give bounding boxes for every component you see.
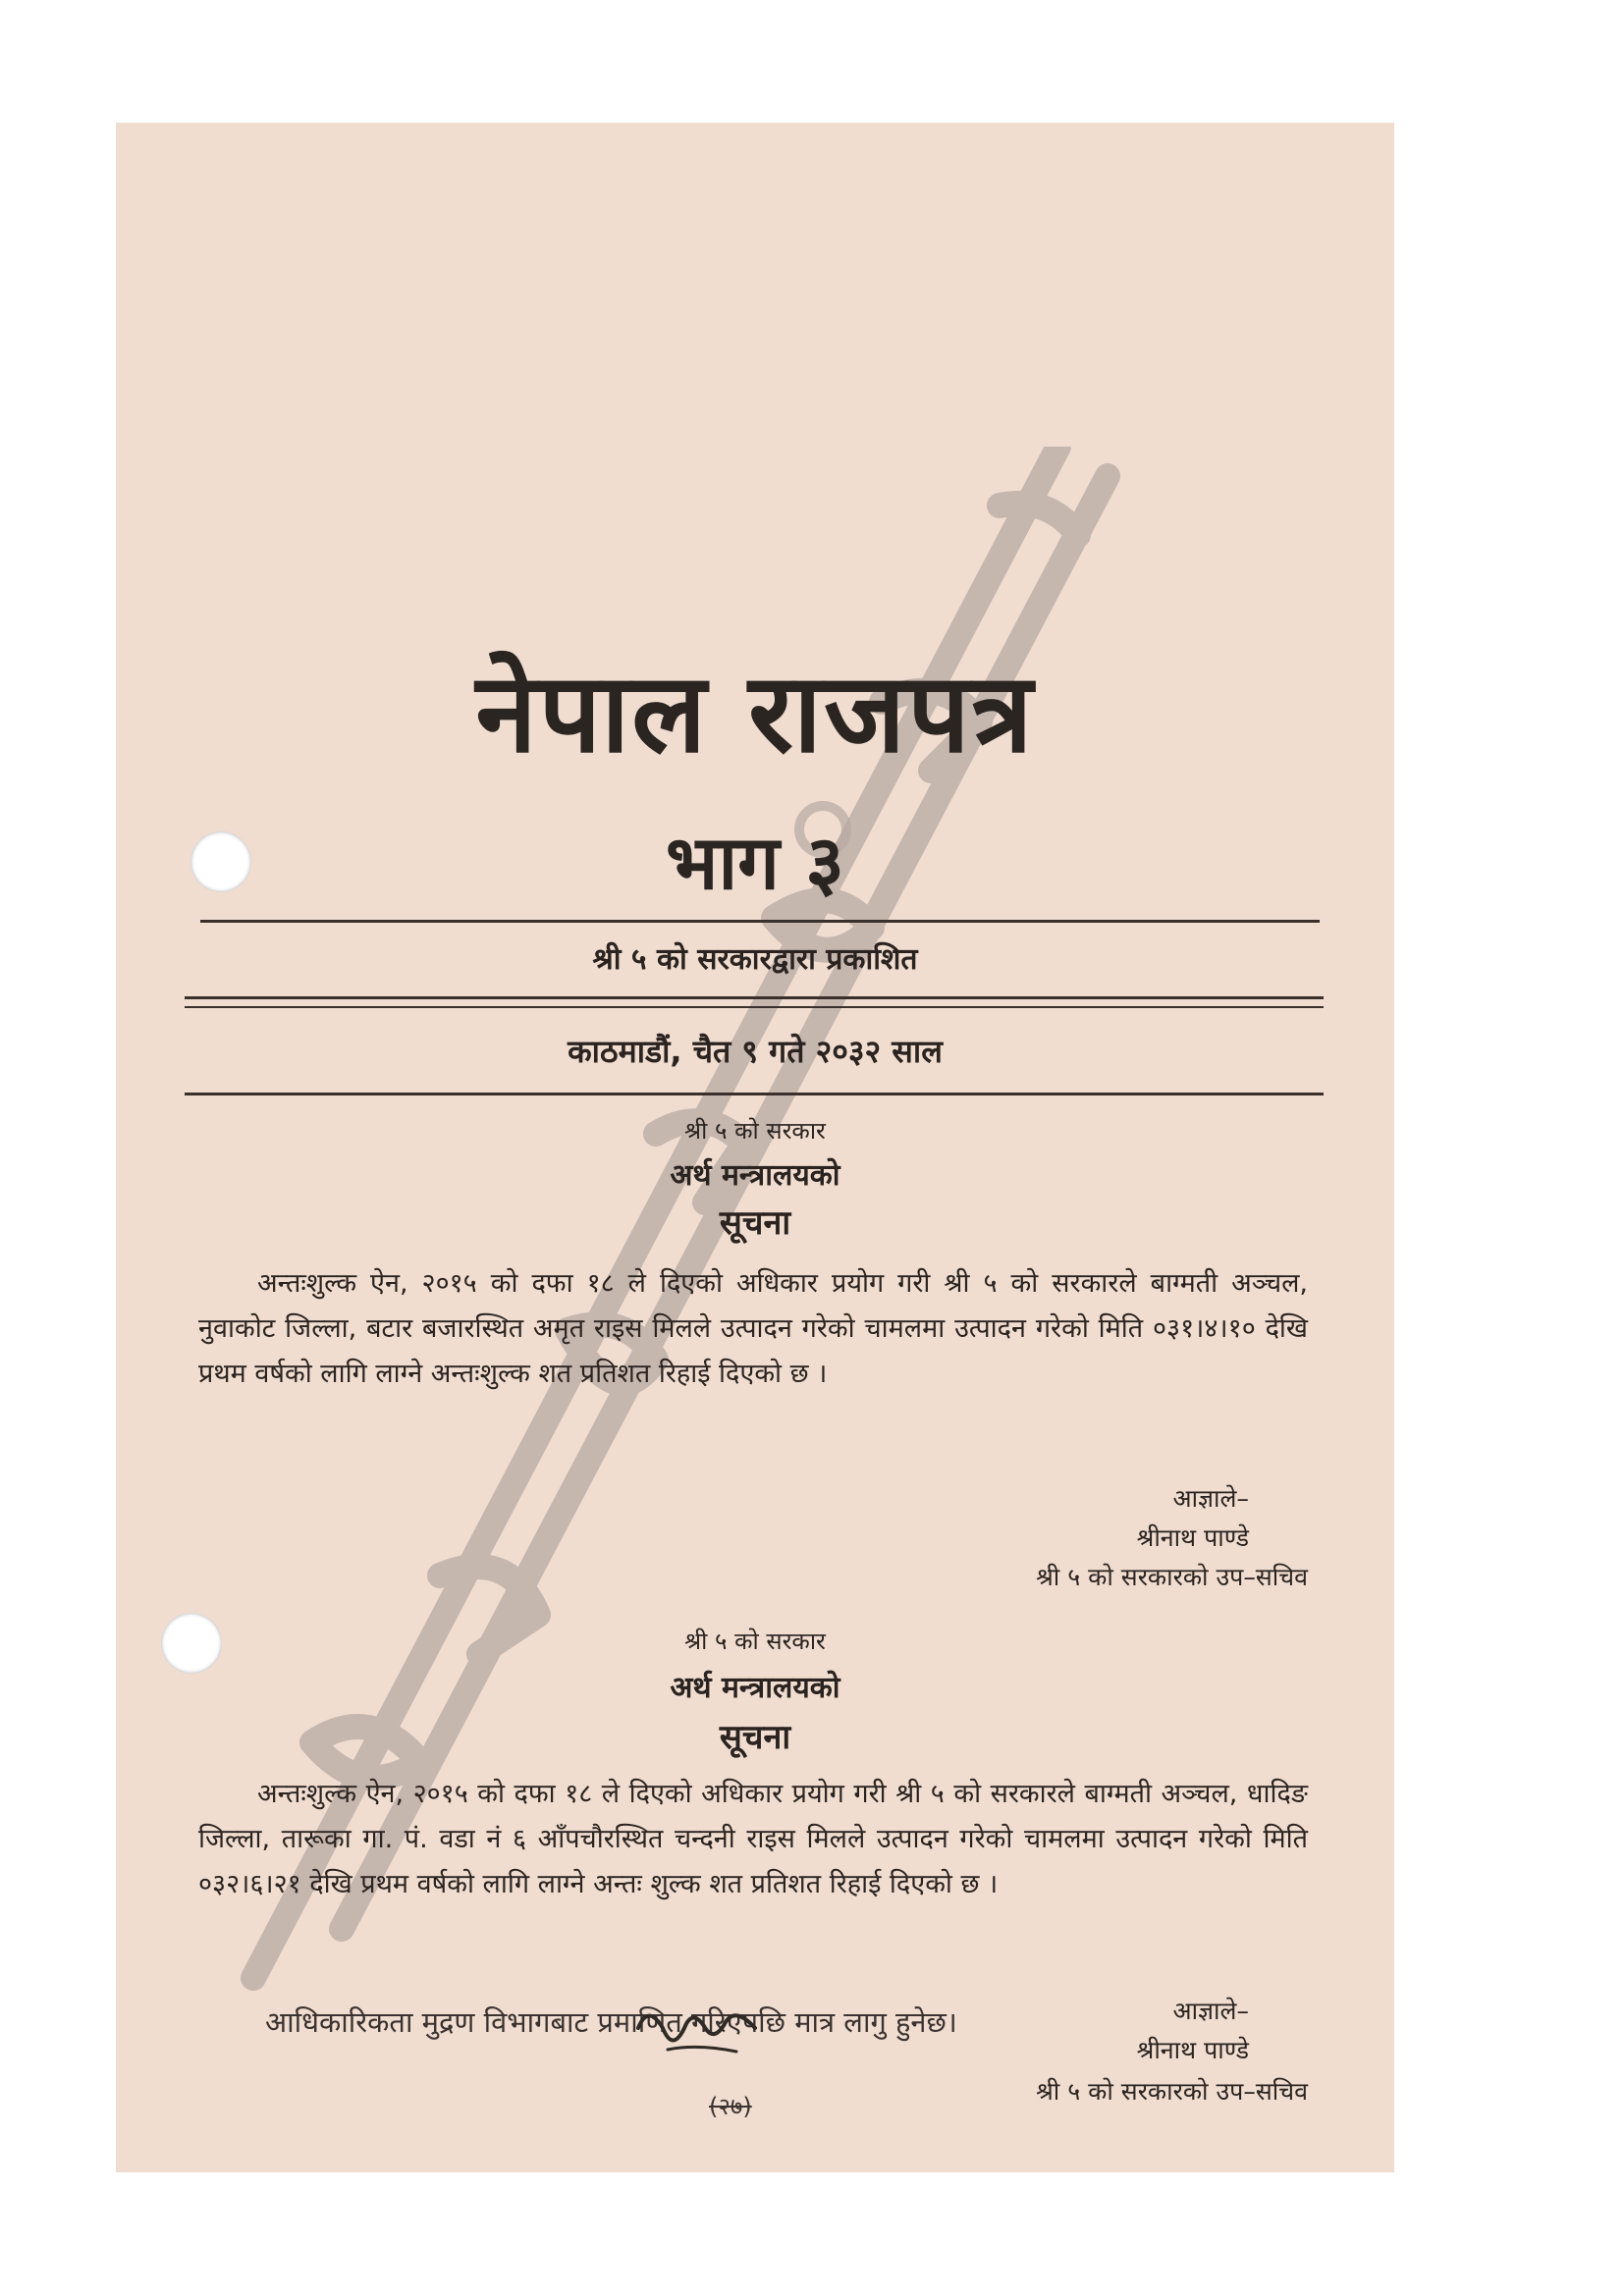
signatory-name: श्रीनाथ पाण्डे: [1136, 2036, 1249, 2064]
divider: [185, 1093, 1324, 1095]
notice-title: सूचना: [719, 1203, 791, 1243]
signatory-designation: श्री ५ को सरकारको उप–सचिव: [1036, 1563, 1308, 1591]
notice-signature: [1036, 1479, 1308, 1597]
notice-title: सूचना: [719, 1718, 791, 1757]
authenticity-note: आधिकारिकता मुद्रण विभागबाट प्रमाणित गरिएपछि मात्र लागु हुनेछ।: [265, 2005, 957, 2039]
divider: [185, 996, 1324, 999]
notice-body: अन्तःशुल्क ऐन, २०१५ को दफा १८ ले दिएको अधिकार प्रयोग गरी श्री ५ को सरकारले बाग्मती अञ्चल, नुवाकोट जिल्ला, बटार बजारस्थित अमृत राइस मिलले उत्पादन गरेको चामलमा उत्पादन गरेको मिति ०३१।४।१० देखि प्रथम वर्षको लागि लाग्ने अन्तःशुल्क शत प्रतिशत रिहाई दिएको छ ।: [198, 1268, 1308, 1389]
publisher-line: श्री ५ को सरकारद्वारा प्रकाशित: [592, 942, 918, 977]
notice-government: श्री ५ को सरकार: [684, 1117, 826, 1145]
notice-body: अन्तःशुल्क ऐन, २०१५ को दफा १८ ले दिएको अधिकार प्रयोग गरी श्री ५ को सरकारले बाग्मती अञ्चल, धादिङ जिल्ला, तारूका गा. पं. वडा नं ६ आँपचौरस्थित चन्दनी राइस मिलले उत्पादन गरेको चामलमा उत्पादन गरेको मिति ०३२।६।२१ देखि प्रथम वर्षको लागि लाग्ने अन्तः शुल्क शत प्रतिशत रिहाई दिएको छ ।: [198, 1779, 1308, 1899]
order-line: आज्ञाले–: [1172, 1484, 1249, 1513]
divider: [200, 920, 1320, 923]
dateline: काठमाडौं, चैत ९ गते २०३२ साल: [568, 1033, 943, 1070]
notice-government: श्री ५ को सरकार: [684, 1628, 826, 1655]
signatory-designation: श्री ५ को सरकारको उप–सचिव: [1036, 2077, 1308, 2106]
notice-ministry: अर्थ मन्त्रालयको: [670, 1158, 840, 1193]
notice-ministry: अर्थ मन्त्रालयको: [670, 1671, 840, 1705]
signatory-name: श्रीनाथ पाण्डे: [1136, 1523, 1249, 1552]
notice-signature: [1137, 1992, 1308, 2070]
gazette-part: भाग ३: [666, 819, 844, 906]
page-number: (२७): [709, 2093, 752, 2120]
gazette-title: नेपाल राजपत्र: [475, 650, 1035, 777]
gazette-page: [116, 123, 1394, 2172]
order-line: आज्ञाले–: [1172, 1997, 1249, 2025]
handwritten-mark: [628, 1999, 766, 2057]
divider: [185, 1006, 1324, 1008]
